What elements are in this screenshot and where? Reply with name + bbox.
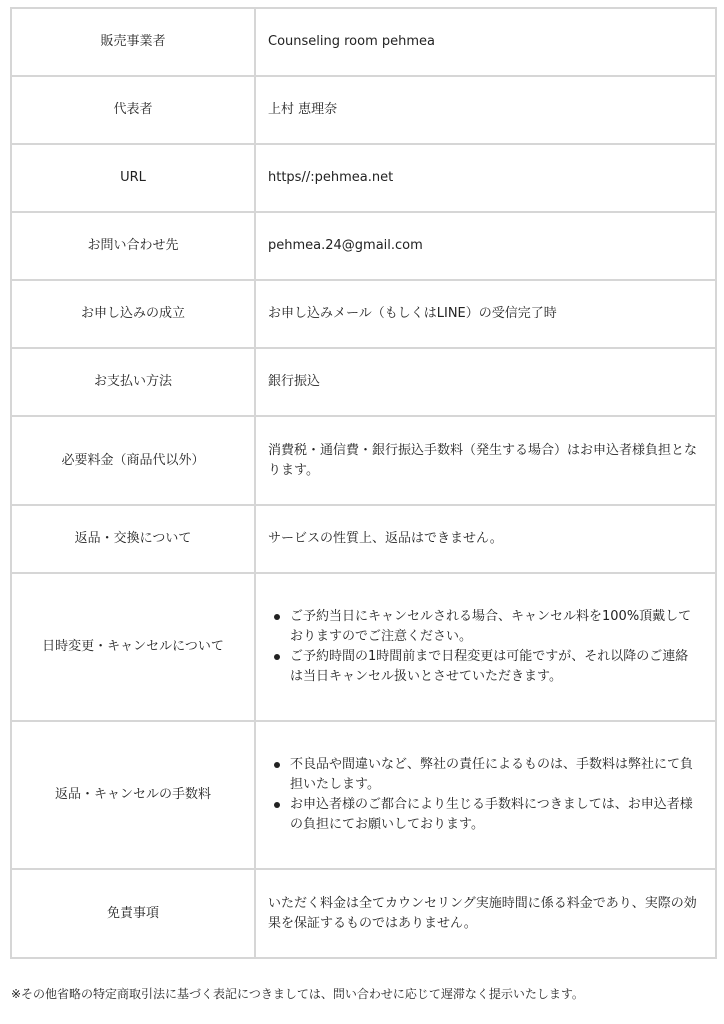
list-item: 不良品や間違いなど、弊社の責任によるものは、手数料は弊社にて負担いたします。	[290, 755, 701, 795]
row-value	[255, 573, 716, 721]
table-row-returns-exchanges	[11, 505, 716, 573]
row-value: いただく料金は全てカウンセリング実施時間に係る料金であり、実際の効果を保証するものではありません。	[255, 869, 716, 958]
table-row-return-cancel-fees	[11, 721, 716, 869]
row-label: 返品・キャンセルの手数料	[11, 721, 255, 869]
table-row-disclaimer	[11, 869, 716, 958]
table-row-reschedule-cancel	[11, 573, 716, 721]
row-value: https//:pehmea.net	[255, 144, 716, 212]
row-label: お問い合わせ先	[11, 212, 255, 280]
bullet-list	[268, 607, 701, 687]
row-label: 必要料金（商品代以外）	[11, 416, 255, 505]
table-row-url	[11, 144, 716, 212]
row-label: 代表者	[11, 76, 255, 144]
row-label: 免責事項	[11, 869, 255, 958]
table-row-payment-method	[11, 348, 716, 416]
row-label: お申し込みの成立	[11, 280, 255, 348]
table-row-additional-fees	[11, 416, 716, 505]
row-value	[255, 721, 716, 869]
commerce-disclosure-table	[10, 7, 717, 959]
row-value: 消費税・通信費・銀行振込手数料（発生する場合）はお申込者様負担となります。	[255, 416, 716, 505]
list-item: ご予約当日にキャンセルされる場合、キャンセル料を100%頂戴しておりますのでご注意ください。	[290, 607, 701, 647]
table-row-order-establishment	[11, 280, 716, 348]
row-value: 銀行振込	[255, 348, 716, 416]
table-row-seller	[11, 8, 716, 76]
row-value: お申し込みメール（もしくはLINE）の受信完了時	[255, 280, 716, 348]
table-row-contact	[11, 212, 716, 280]
table-row-representative	[11, 76, 716, 144]
row-label: お支払い方法	[11, 348, 255, 416]
row-label: 日時変更・キャンセルについて	[11, 573, 255, 721]
bullet-list	[268, 755, 701, 835]
row-label: 返品・交換について	[11, 505, 255, 573]
list-item: ご予約時間の1時間前まで日程変更は可能ですが、それ以降のご連絡は当日キャンセル扱いとさせていただきます。	[290, 647, 701, 687]
footnote: ※その他省略の特定商取引法に基づく表記につきましては、問い合わせに応じて遅滞なく提示いたします。	[11, 987, 584, 1001]
list-item: お申込者様のご都合により生じる手数料につきましては、お申込者様の負担にてお願いしております。	[290, 795, 701, 835]
row-value: サービスの性質上、返品はできません。	[255, 505, 716, 573]
row-label: URL	[11, 144, 255, 212]
row-value: pehmea.24@gmail.com	[255, 212, 716, 280]
row-label: 販売事業者	[11, 8, 255, 76]
row-value: 上村 恵理奈	[255, 76, 716, 144]
row-value: Counseling room pehmea	[255, 8, 716, 76]
